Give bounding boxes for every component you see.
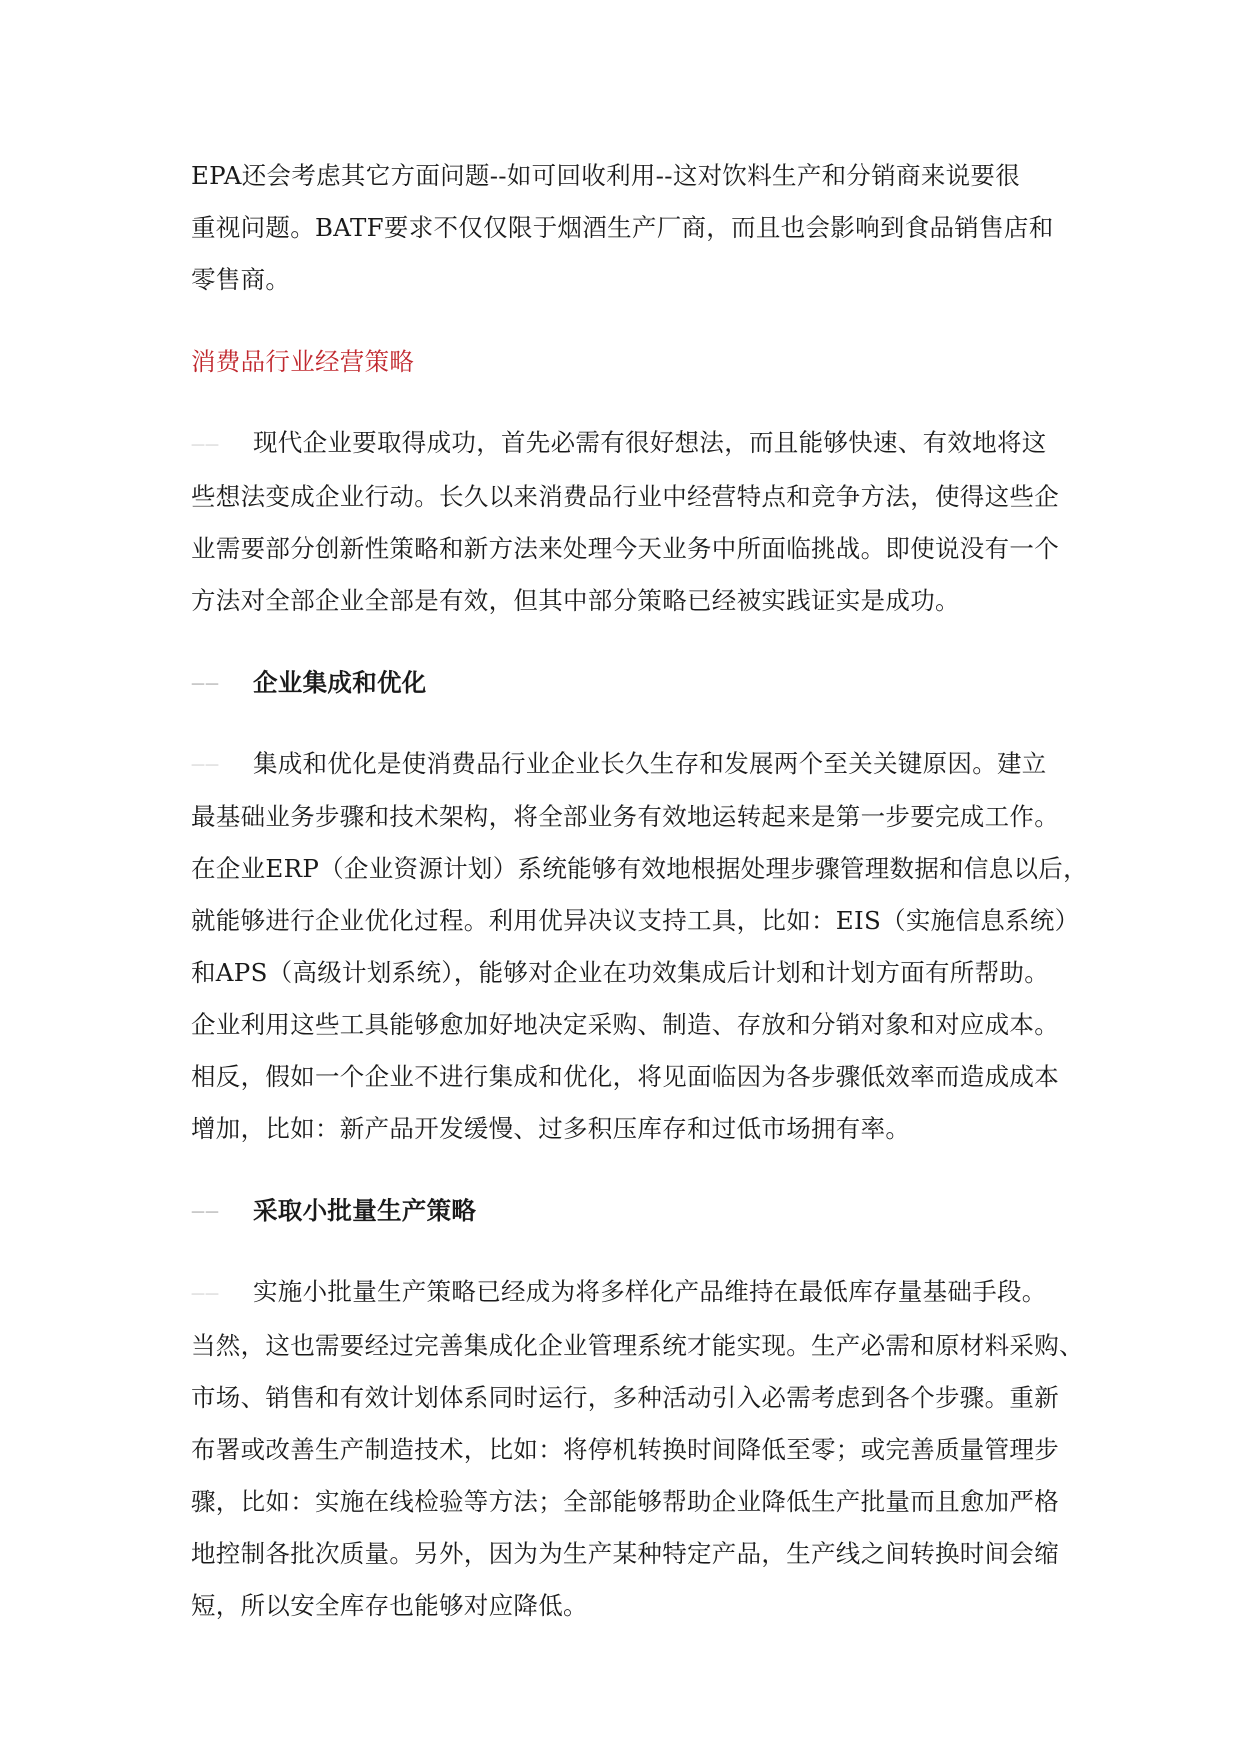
paragraph-line: 业需要部分创新性策略和新方法来处理今天业务中所面临挑战。即使说没有一个 [191,533,1059,563]
paragraph-line: 些想法变成企业行动。长久以来消费品行业中经营特点和竞争方法，使得这些企 [191,481,1059,511]
sub-heading-integration: —— 企业集成和优化 [191,657,1071,710]
indent-mark: —— [191,1204,219,1220]
paragraph-line: 布署或改善生产制造技术，比如：将停机转换时间降低至零；或完善质量管理步 [191,1434,1059,1464]
paragraph-line: 方法对全部企业全部是有效，但其中部分策略已经被实践证实是成功。 [191,585,960,615]
strategy-intro-paragraph [191,417,1071,627]
indent-mark: —— [191,675,219,692]
paragraph-line: 就能够进行企业优化过程。利用优异决议支持工具，比如：EIS（实施信息系统） [191,906,1080,935]
paragraph-line: —— 现代企业要取得成功，首先必需有很好想法，而且能够快速、有效地将这 [191,417,1071,471]
paragraph-line: 当然，这也需要经过完善集成化企业管理系统才能实现。生产必需和原材料采购、 [191,1330,1084,1360]
integration-paragraph [191,738,1088,1156]
paragraph-line: —— 集成和优化是使消费品行业企业长久生存和发展两个至关关键原因。建立 [191,738,1071,792]
paragraph-line: 企业利用这些工具能够愈加好地决定采购、制造、存放和分销对象和对应成本。 [191,1010,1059,1039]
section-title: 消费品行业经营策略 [191,347,415,376]
paragraph-line: 短，所以安全库存也能够对应降低。 [191,1590,588,1620]
paragraph-line: 在企业ERP（企业资源计划）系统能够有效地根据处理步骤管理数据和信息以后， [191,854,1088,883]
paragraph-line: 地控制各批次质量。另外，因为为生产某种特定产品，生产线之间转换时间会缩 [191,1538,1059,1568]
paragraph-line: 市场、销售和有效计划体系同时运行，多种活动引入必需考虑到各个步骤。重新 [191,1382,1059,1412]
paragraph-line: 相反，假如一个企业不进行集成和优化，将见面临因为各步骤低效率而造成成本 [191,1062,1059,1091]
indent-mark: —— [191,757,219,773]
paragraph-line: 最基础业务步骤和技术架构，将全部业务有效地运转起来是第一步要完成工作。 [191,802,1059,831]
intro-line: 重视问题。BATF要求不仅仅限于烟酒生产厂商，而且也会影响到食品销售店和 [191,213,1054,242]
intro-line: EPA还会考虑其它方面问题--如可回收利用--这对饮料生产和分销商来说要很 [191,161,1021,190]
intro-paragraph [191,150,1071,306]
paragraph-line: 骤，比如：实施在线检验等方法；全部能够帮助企业降低生产批量而且愈加严格 [191,1486,1059,1516]
intro-line: 零售商。 [191,265,291,294]
document-page [191,150,1088,1632]
small-batch-paragraph [191,1266,1084,1632]
indent-mark: —— [191,1285,219,1302]
paragraph-line: 增加，比如：新产品开发缓慢、过多积压库存和过低市场拥有率。 [191,1114,911,1143]
paragraph-line: —— 实施小批量生产策略已经成为将多样化产品维持在最低库存量基础手段。 [191,1266,1071,1320]
paragraph-line: 和APS（高级计划系统），能够对企业在功效集成后计划和计划方面有所帮助。 [191,958,1050,987]
indent-mark: —— [191,436,219,453]
sub-heading-small-batch: —— 采取小批量生产策略 [191,1185,1071,1238]
